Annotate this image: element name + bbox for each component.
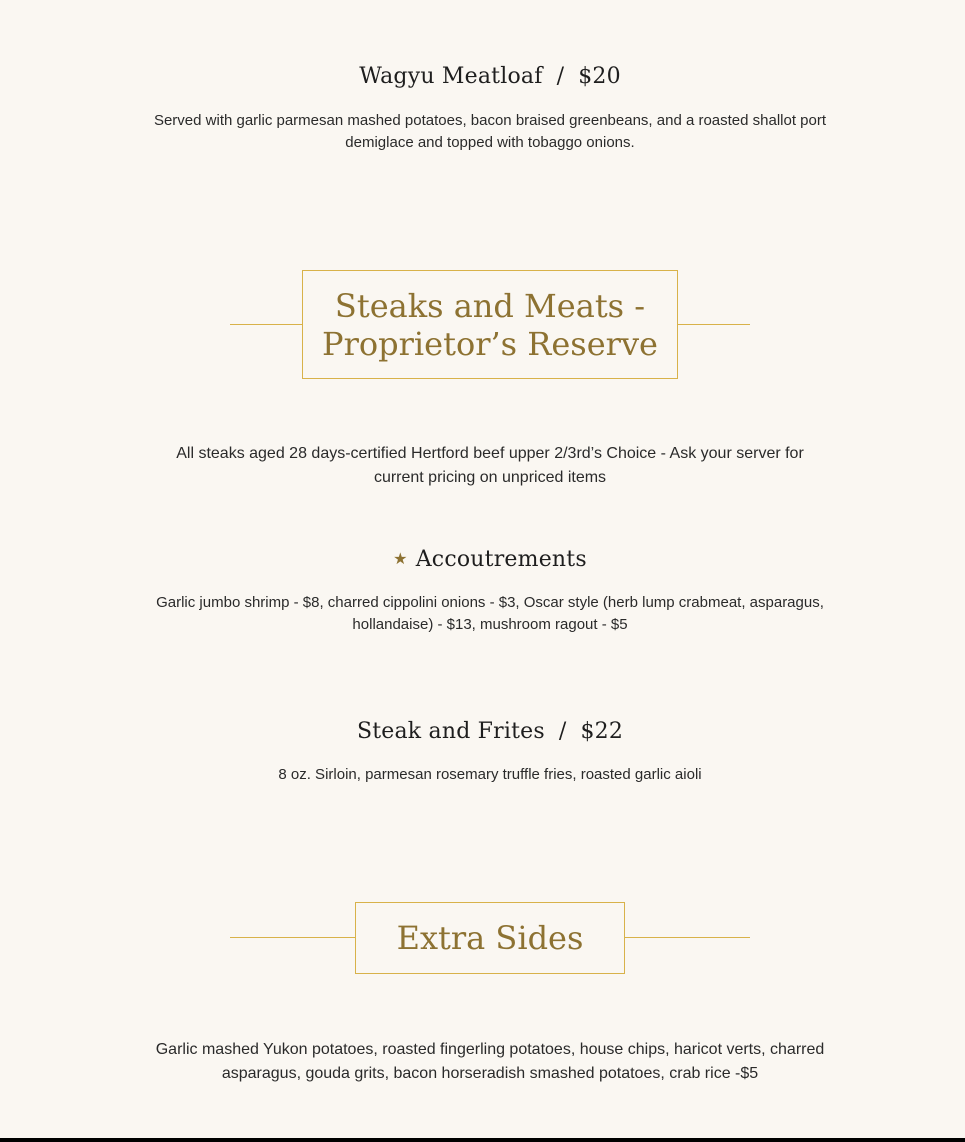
steak-frites-price: $22 — [580, 719, 624, 744]
sides-divider-right — [624, 937, 750, 938]
steak-frites-description: 8 oz. Sirloin, parmesan rosemary truffle fries, roasted garlic aioli — [278, 766, 702, 783]
sides-divider-left — [230, 937, 356, 938]
meatloaf-price: $20 — [578, 64, 621, 89]
steak-frites-separator: / — [558, 719, 567, 744]
page-bottom-bar — [0, 1138, 965, 1142]
steaks-divider-right — [677, 324, 750, 325]
meatloaf-description: Served with garlic parmesan mashed potatoes, bacon braised greenbeans, and a roasted shallot port demiglace and topped with tobaggo onions. — [153, 112, 827, 151]
accoutrements-title — [0, 547, 965, 572]
sides-section-title: Extra Sides — [396, 919, 584, 957]
accoutrements-description: Garlic jumbo shrimp - $8, charred cippolini onions - $3, Oscar style (herb lump crabmeat, asparagus, hollandaise) - $13, mushroom ragout - $5 — [156, 594, 824, 633]
steaks-section-title — [322, 287, 658, 363]
steaks-section-note: All steaks aged 28 days-certified Hertford beef upper 2/3rd’s Choice - Ask your server for current pricing on unpriced items — [176, 445, 804, 486]
meatloaf-title — [0, 64, 965, 89]
steak-frites-name: Steak and Frites — [356, 719, 545, 744]
steaks-title-line2: Proprietor’s Reserve — [322, 324, 658, 363]
steaks-divider-left — [230, 324, 303, 325]
sides-section-header — [355, 902, 625, 974]
accoutrements-name: Accoutrements — [415, 547, 587, 572]
sides-description: Garlic mashed Yukon potatoes, roasted fingerling potatoes, house chips, haricot verts, charred asparagus, gouda grits, bacon horseradish smashed potatoes, crab rice -$5 — [155, 1041, 825, 1082]
steaks-title-line1: Steaks and Meats - — [334, 286, 646, 325]
steaks-section-header — [302, 270, 678, 379]
meatloaf-separator: / — [556, 64, 565, 89]
star-icon: ★ — [393, 549, 408, 568]
steak-frites-title — [0, 719, 965, 744]
meatloaf-name: Wagyu Meatloaf — [359, 64, 543, 89]
